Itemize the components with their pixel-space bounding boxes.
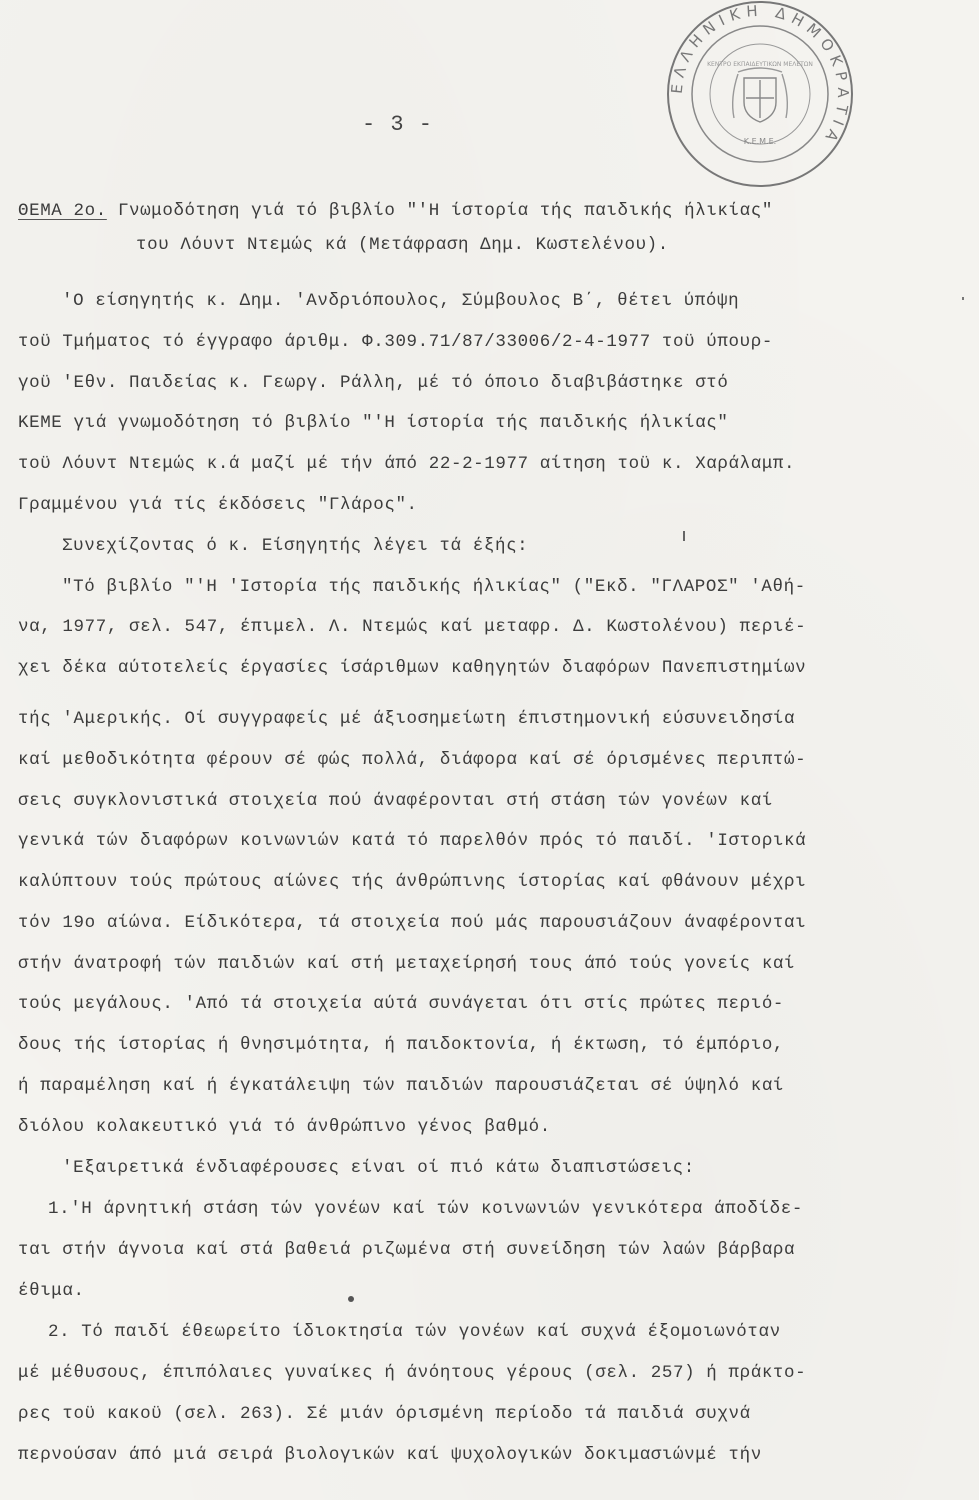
text-line: τής 'Αμερικής. Οί συγγραφείς μέ άξιοσημείωτη έπιστημονική εύσυνειδησία bbox=[18, 709, 796, 729]
text-line: καί μεθοδικότητα φέρουν σέ φώς πολλά, διάφορα καί σέ όρισμένες περιπτώ- bbox=[18, 750, 807, 770]
ink-tick bbox=[683, 531, 685, 541]
text-line: στήν άνατροφή τών παιδιών καί στή μεταχείρησή τους άπό τούς γονείς καί bbox=[18, 954, 796, 974]
text-line: ΚΕΜΕ γιά γνωμοδότηση τό βιβλίο "'Η ίστορία τής παιδικής ήλικίας" bbox=[18, 413, 729, 433]
topic-line bbox=[18, 199, 773, 223]
text-line: Συνεχίζοντας ό κ. Είσηγητής λέγει τά έξής: bbox=[62, 536, 529, 556]
text-line: να, 1977, σελ. 547, έπιμελ. Λ. Ντεμώς καί μεταφρ. Δ. Κωστολένου) περιέ- bbox=[18, 617, 807, 637]
page-number: - 3 - bbox=[362, 112, 434, 137]
text-line: καλύπτουν τούς πρώτους αίώνες τής άνθρώπινης ίστορίας καί φθάνουν μέχρι bbox=[18, 872, 807, 892]
official-seal-icon bbox=[660, 0, 860, 194]
svg-text:Κ.Ε.Μ.Ε.: Κ.Ε.Μ.Ε. bbox=[743, 137, 777, 146]
text-line: ή παραμέληση καί ή έγκατάλειψη τών παιδιών παρουσιάζεται σέ ύψηλό καί bbox=[18, 1076, 785, 1096]
text-line: 'Ο είσηγητής κ. Δημ. 'Ανδριόπουλος, Σύμβουλος Β΄, θέτει ύπόψη bbox=[62, 291, 740, 311]
text-line: σεις συγκλονιστικά στοιχεία πού άναφέρονται στή στάση τών γονέων καί bbox=[18, 791, 773, 811]
text-line: τόν 19ο αίώνα. Είδικότερα, τά στοιχεία πού μάς παρουσιάζουν άναφέρονται bbox=[18, 913, 807, 933]
text-line: γενικά τών διαφόρων κοινωνιών κατά τό παρελθόν πρός τό παιδί. 'Ιστορικά bbox=[18, 831, 807, 851]
text-line: μέ μέθυσους, έπιπόλαιες γυναίκες ή άνόητους γέρους (σελ. 257) ή πράκτο- bbox=[18, 1363, 807, 1383]
text-line: διόλου κολακευτικό γιά τό άνθρώπινο γένος βαθμό. bbox=[18, 1117, 551, 1137]
ink-dot bbox=[348, 1296, 354, 1302]
text-line: έθιμα. bbox=[18, 1281, 85, 1301]
text-line: του Λόυντ Ντεμώς κά (Μετάφραση Δημ. Κωστελένου). bbox=[136, 235, 669, 255]
ink-tick bbox=[962, 297, 964, 300]
text-line: δους τής ίστορίας ή θνησιμότητα, ή παιδοκτονία, ή έκτωση, τό έμπόριο, bbox=[18, 1035, 785, 1055]
text-line: 2. Τό παιδί έθεωρείτο ίδιοκτησία τών γονέων καί συχνά έξομοιωνόταν bbox=[48, 1322, 781, 1342]
text-line: τοϋ Λόυντ Ντεμώς κ.ά μαζί μέ τήν άπό 22-2-1977 αίτηση τοϋ κ. Χαράλαμπ. bbox=[18, 454, 796, 474]
text-line: "Τό βιβλίο "'Η 'Ιστορία τής παιδικής ήλικίας" ("Εκδ. "ΓΛΑΡΟΣ" 'Αθή- bbox=[62, 577, 806, 597]
text-line: 'Εξαιρετικά ένδιαφέρουσες είναι οί πιό κάτω διαπιστώσεις: bbox=[62, 1158, 695, 1178]
topic-label: ΘΕΜΑ 2ο. bbox=[18, 201, 107, 221]
text-line: περνούσαν άπό μιά σειρά βιολογικών καί ψυχολογικών δοκιμασιώνμέ τήν bbox=[18, 1445, 762, 1465]
text-line: 1.'Η άρνητική στάση τών γονέων καί τών κοινωνιών γενικότερα άποδίδε- bbox=[48, 1199, 803, 1219]
text-line: γοϋ 'Εθν. Παιδείας κ. Γεωργ. Ράλλη, μέ τό όποιο διαβιβάστηκε στό bbox=[18, 373, 729, 393]
text-line: ται στήν άγνοια καί στά βαθειά ριζωμένα στή συνείδηση τών λαών βάρβαρα bbox=[18, 1240, 796, 1260]
text-line: χει δέκα αύτοτελείς έργασίες ίσάριθμων καθηγητών διαφόρων Πανεπιστημίων bbox=[18, 658, 807, 678]
text-line: ρες τοϋ κακοϋ (σελ. 263). Σέ μιάν όρισμένη περίοδο τά παιδιά συχνά bbox=[18, 1404, 751, 1424]
topic-title: Γνωμοδότηση γιά τό βιβλίο "'Η ίστορία τής παιδικής ήλικίας" bbox=[117, 201, 773, 221]
svg-text:ΕΛΛΗΝΙΚΗ ΔΗΜΟΚΡΑΤΙΑ: ΕΛΛΗΝΙΚΗ ΔΗΜΟΚΡΑΤΙΑ bbox=[667, 1, 853, 150]
text-line: τούς μεγάλους. 'Από τά στοιχεία αύτά συνάγεται ότι στίς πρώτες περιό- bbox=[18, 994, 785, 1014]
svg-text:ΚΕΝΤΡΟ ΕΚΠΑΙΔΕΥΤΙΚΩΝ ΜΕΛΕΤΩΝ: ΚΕΝΤΡΟ ΕΚΠΑΙΔΕΥΤΙΚΩΝ ΜΕΛΕΤΩΝ bbox=[707, 61, 813, 68]
text-line: τοϋ Τμήματος τό έγγραφο άριθμ. Φ.309.71/87/33006/2-4-1977 τοϋ ύπουρ- bbox=[18, 332, 773, 352]
text-line: Γραμμένου γιά τίς έκδόσεις "Γλάρος". bbox=[18, 495, 418, 515]
